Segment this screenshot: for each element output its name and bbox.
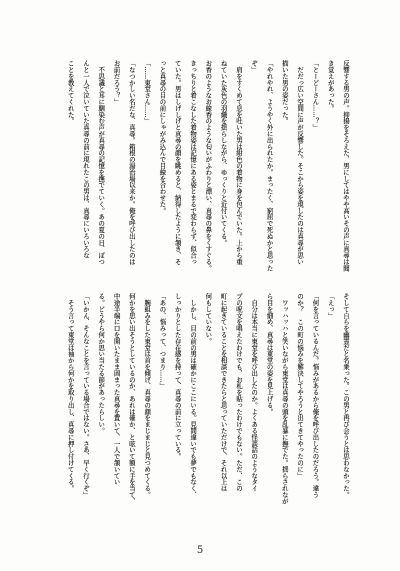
text-column: そして自らを幽霊だと名乗った。この男と再び会うとは思わなかった。 [342,293,350,498]
text-column: 中途半端に口を開いたまま固まった真尋を置いて、一人で頷いてい [112,293,121,485]
text-column: 「えっ」 [326,293,335,319]
text-column: しかし、目の前の男は確かにここにいる。見間違いでも夢でもなく、 [189,293,198,498]
text-column: のか？ この町の悩みを解決してやろうと出てきてやったのに」 [296,293,305,479]
text-column: き覚えがあった。 [326,60,335,112]
text-column: ていた。男はしげしげと真尋の顔を眺めると、納得したように頷き、そ [173,60,182,265]
text-column: 「何を言っているんだ。悩みがあるから俺を呼び出したのだろう。違う [311,293,320,498]
text-column: 「あの、悩みって、つまり……」 [158,293,167,389]
upper-text-block [62,60,353,273]
text-column: 腕組みをした東堂は首を傾げ、真尋の顔をまじまじと見つめてくる。 [143,293,152,498]
text-column: きっちりと着こなした着物姿は記憶にある姿とまるで変わらず、似合っ [189,60,198,265]
text-column: プの呪文を唱えたわけでも、お札を貼ったわけでもない。ただ、この [234,293,243,492]
text-column: ら目を細め、真尋は東堂の姿を見上げる。 [265,293,274,415]
text-column: ねていた灰色の羽織を揺らしながら、ゆっくりと近付いてくる。 [219,60,228,246]
text-column: そう言って東堂は袖から何かを取り出し、真尋に押し付けてくる。 [66,293,75,492]
text-column: 「とーどーさん……？」 [311,60,320,131]
text-column: しっかりとした存在感を持って、真尋の前に立っている。 [173,293,182,460]
text-column: 何もしていない。 [204,293,213,345]
text-column: ワッハッハと笑いながら東堂は真尋の頭を乱暴に撫でた。揺らされなが [280,293,289,505]
text-column: お香のようなお線香のような匂いがふわりと漂い、真尋の鼻をくすぐる。 [204,60,213,272]
text-column: っと真尋の目の前にしゃがみ込んで目線を合わせた。 [158,60,167,214]
text-column: 「……東堂さん……」 [143,60,152,124]
text-column: 描いた男の姿だった。 [280,60,289,124]
text-column: 自分は本当に東堂を呼び出したのか。よくある怪談話のようなタイ [250,293,259,492]
text-column: 「なつかしい名だな、真尋。箱根の湯治場以来か。俺を呼び出したのは [127,60,136,265]
page-number: 5 [196,545,204,556]
text-column: 「いかん、そんなことを言っている場合ではない。さあ、早く行くぞ」 [81,293,90,498]
text-column: んと一人で泣いていた真尋の前に現れたこの男は、真尋にいろいろな [81,60,90,259]
text-column: 反響する男の声。抑揚をそろえた、男にしてはやや高いその声に真尋は聞 [342,60,350,272]
text-column: 何かを思い出そうとしているのか、あれは確か、と呟いて額に手を当て、 [127,293,136,505]
text-column: る。どうやら何か思い当たる節があったらしい。 [97,293,106,434]
lower-text-block [62,293,353,519]
text-column: 町に起きていることを相談できたらと思っていただけで、それ以上は [219,293,228,492]
text-column: 不思議と耳に馴染む声が真尋の記憶を撫でていく。あの夏の日、ぽつ [97,60,106,265]
text-column: ことを教えてくれた。 [66,60,75,124]
text-column: お前だろう？」 [112,60,121,105]
text-column: 肩をすくめて息を吐いた男は紺色の着物に身を包んでいた。上から重 [234,60,243,265]
text-column: ぞ」 [250,60,259,73]
text-column: 「やれやれ、ようやく外に出られたか。まったく、窮屈で死ぬかと思った [265,60,274,272]
text-column: だだっ広い空間に声が反響した。そこから姿を現したのは真尋が思い [296,60,305,265]
